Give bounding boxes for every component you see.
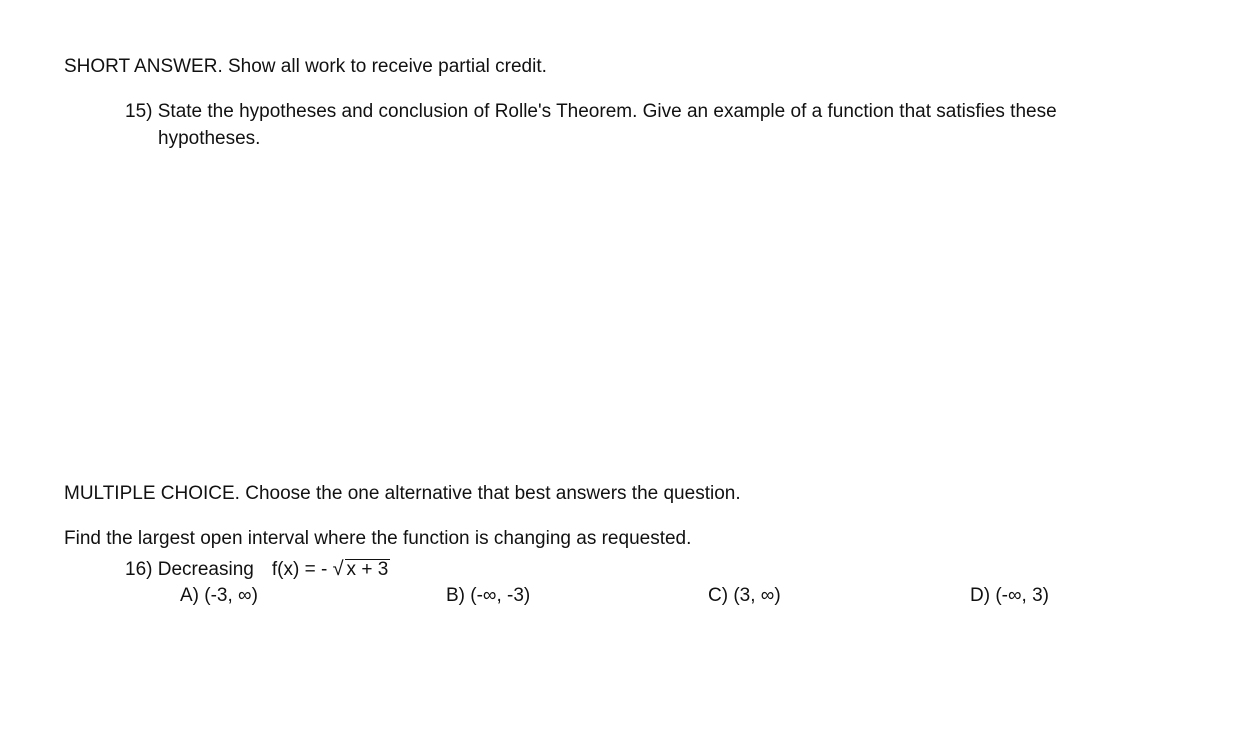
- question-16-number: 16): [125, 559, 153, 580]
- square-root-expression: [333, 557, 391, 582]
- choice-a[interactable]: A) (-3, ∞): [180, 585, 258, 606]
- short-answer-heading: SHORT ANSWER. Show all work to receive partial credit.: [64, 56, 547, 77]
- question-15-line2: hypotheses.: [158, 128, 261, 149]
- question-16: [125, 557, 390, 582]
- radical-sign: √: [332, 558, 344, 580]
- question-15-line1: [125, 100, 1057, 124]
- question-15-text: State the hypotheses and conclusion of Rolle's Theorem. Give an example of a function that satisfies these: [157, 101, 1057, 122]
- choice-b[interactable]: B) (-∞, -3): [446, 585, 531, 606]
- question-16-function-lhs: f(x) = -: [271, 559, 328, 580]
- question-16-label: Decreasing: [157, 559, 254, 580]
- multiple-choice-heading: MULTIPLE CHOICE. Choose the one alternative that best answers the question.: [64, 483, 741, 504]
- radicand: x + 3: [346, 559, 389, 580]
- question-15-number: 15): [125, 101, 153, 122]
- choice-c[interactable]: C) (3, ∞): [708, 585, 781, 606]
- multiple-choice-instructions: Find the largest open interval where the function is changing as requested.: [64, 528, 692, 549]
- choice-d[interactable]: D) (-∞, 3): [970, 585, 1049, 606]
